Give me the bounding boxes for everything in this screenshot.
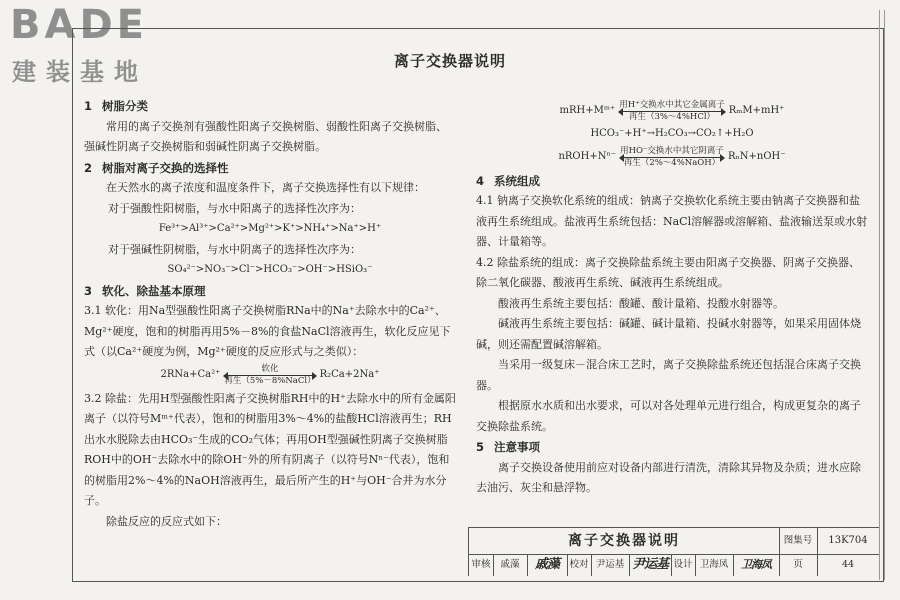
title-block	[468, 527, 879, 576]
title-block-row-1	[469, 528, 879, 555]
section-4-2-text: 4.2 除盐系统的组成：离子交换除盐系统主要由阳离子交换器、阴离子交换器、除二氧化碳器、酸液再生系统、碱液再生系统组成。	[476, 255, 860, 289]
double-arrow-icon	[224, 375, 315, 376]
anion-selectivity-formula: SO₄²⁻>NO₃⁻>Cl⁻>HCO₃⁻>OH⁻>HSiO₃⁻	[167, 264, 373, 275]
section-2-title: 树脂对离子交换的选择性	[102, 160, 229, 175]
section-5-body: 离子交换设备使用前应对设备内部进行清洗，清除其异物及杂质；进水应除去油污、灰尘和悬浮物。	[476, 460, 861, 494]
section-3-3-text: 除盐反应的反应式如下：	[106, 514, 227, 528]
cation-selectivity-formula: Fe³⁺>Al³⁺>Ca²⁺>Mg²⁺>K⁺>NH₄⁺>Na⁺>H⁺	[158, 223, 382, 234]
section-5-number: 5	[476, 440, 485, 454]
double-arrow-icon	[619, 111, 724, 112]
section-4-2d-text: 根据原水水质和出水要求，可以对各处理单元进行组合，构成更复杂的离子交换除盐系统。	[476, 399, 861, 433]
eq4-arrow	[620, 146, 724, 169]
review-name: 戚藻	[493, 554, 528, 576]
section-2-para-1: 在天然水的离子浓度和温度条件下，离子交换选择性有以下规律：	[106, 181, 425, 194]
check-label: 校对	[567, 554, 592, 576]
section-5-title: 注意事项	[494, 440, 540, 454]
page-number: 44	[841, 559, 855, 570]
section-2-para-2: 对于强酸性阳树脂，与水中阳离子的选择性次序为：	[108, 201, 361, 215]
section-4-2a-text: 酸液再生系统主要包括：酸罐、酸计量箱、投酸水射器等。	[498, 296, 784, 310]
section-2-para-3: 对于强碱性阴树脂，与水中阴离子的选择性次序为：	[108, 242, 361, 256]
eq1-left: 2RNa+Ca²⁺	[160, 369, 221, 381]
review-signature: 戚藻	[527, 554, 568, 576]
anion-exchange-equation	[476, 145, 868, 171]
left-column	[84, 96, 456, 532]
section-4-number: 4	[476, 173, 485, 188]
section-3-1-text: 3.1 软化：用Na型强酸性阳离子交换树脂RNa中的Na⁺去除水中的Ca²⁺、Mg²⁺硬度，饱和的树脂再用5%－8%的食盐NaCl溶液再生，软化反应见下式（以Ca²⁺硬度为例，Mg²⁺硬度的反应形式与之类似）：	[84, 304, 451, 358]
section-4-2c-text: 当采用一级复床－混合床工艺时，离子交换除盐系统还包括混合床离子交换器。	[476, 358, 861, 392]
section-3-2-text: 3.2 除盐：先用H型强酸性阳离子交换树脂RH中的H⁺去除水中的所有金属阳离子（以符号Mᵐ⁺代表），饱和的树脂用3%～4%的盐酸HCl溶液再生；RH出水水脱除去由HCO₃⁻生成的CO₂气体；再用OH型强碱性阴离子交换树脂ROH中的OH⁻去除水中的除OH⁻外的所有阴离子（以符号Nⁿ⁻代表），饱和的树脂用2%～4%的NaOH溶液再生，最后所产生的H⁺与OH⁻合并为水分子。	[84, 391, 456, 507]
section-3-title: 软化、除盐基本原理	[102, 283, 206, 298]
eq1-arrow	[224, 364, 315, 387]
section-4-title: 系统组成	[494, 173, 540, 188]
double-arrow-icon	[620, 157, 724, 158]
eq4-right: RₙN+nOH⁻	[727, 151, 786, 163]
section-4-2b-text: 碱液再生系统主要包括：碱罐、碱计量箱、投碱水射器等，如果采用固体烧碱，则还需配置碱溶解箱。	[476, 317, 861, 351]
section-2-heading	[84, 158, 456, 179]
atlas-number-label: 图集号	[779, 528, 818, 554]
right-column	[476, 98, 868, 499]
section-1-title: 树脂分类	[102, 99, 148, 113]
eq2-right: RₘM+mH⁺	[728, 104, 785, 116]
co2-removal-equation: HCO₃⁻+H⁺→H₂CO₃→CO₂↑+H₂O	[590, 128, 754, 139]
eq4-left: nROH+Nⁿ⁻	[558, 151, 617, 163]
section-3-heading	[84, 281, 456, 302]
check-signature: 尹运基	[629, 554, 672, 576]
design-label: 设计	[671, 554, 696, 576]
eq2-bottom-label: 再生（3%～4%HCl）	[628, 111, 716, 122]
eq1-bottom-label: 再生（5%－8%NaCl）	[224, 376, 316, 386]
check-name: 尹运基	[591, 554, 630, 576]
section-3-number: 3	[84, 283, 93, 298]
design-name: 卫海凤	[695, 554, 734, 576]
eq2-arrow	[619, 100, 724, 123]
section-1-body: 常用的离子交换剂有强酸性阳离子交换树脂、弱酸性阳离子交换树脂、强碱性阴离子交换树脂和弱碱性阴离子交换树脂。	[84, 119, 447, 153]
logo-latin-text: BADE	[10, 2, 148, 48]
section-2-number: 2	[84, 160, 93, 175]
eq2-top-label: 用H⁺交换水中其它金属离子	[619, 99, 725, 110]
page-label: 页	[779, 554, 818, 576]
section-5-heading	[476, 437, 868, 458]
eq4-bottom-label: 再生（2%～4%NaOH）	[623, 158, 721, 168]
eq2-left: mRH+Mᵐ⁺	[559, 104, 616, 116]
title-block-row-2	[469, 554, 879, 576]
softening-equation	[84, 363, 456, 389]
page-title: 离子交换器说明	[393, 52, 506, 70]
design-signature: 卫海凤	[733, 554, 780, 576]
review-label: 审核	[469, 554, 494, 576]
binding-edge	[879, 10, 885, 580]
atlas-number-value: 13K704	[828, 535, 868, 546]
section-4-1-text: 4.1 钠离子交换软化系统的组成：钠离子交换软化系统主要由钠离子交换器和盐液再生系统组成。盐液再生系统包括：NaCl溶解器或溶解箱、盐液输送泵或水射器、计量箱等。	[476, 194, 868, 248]
eq1-top-label: 软化	[261, 364, 279, 374]
section-1-number: 1	[84, 99, 93, 113]
section-1-heading	[84, 96, 456, 117]
logo-cjk-text: 建装基地	[12, 58, 148, 86]
eq4-top-label: 用HO⁻交换水中其它阴离子	[620, 146, 724, 156]
cation-exchange-equation	[476, 98, 868, 124]
title-block-title: 离子交换器说明	[469, 528, 780, 554]
section-4-heading	[476, 171, 868, 192]
eq1-right: R₂Ca+2Na⁺	[319, 369, 380, 381]
